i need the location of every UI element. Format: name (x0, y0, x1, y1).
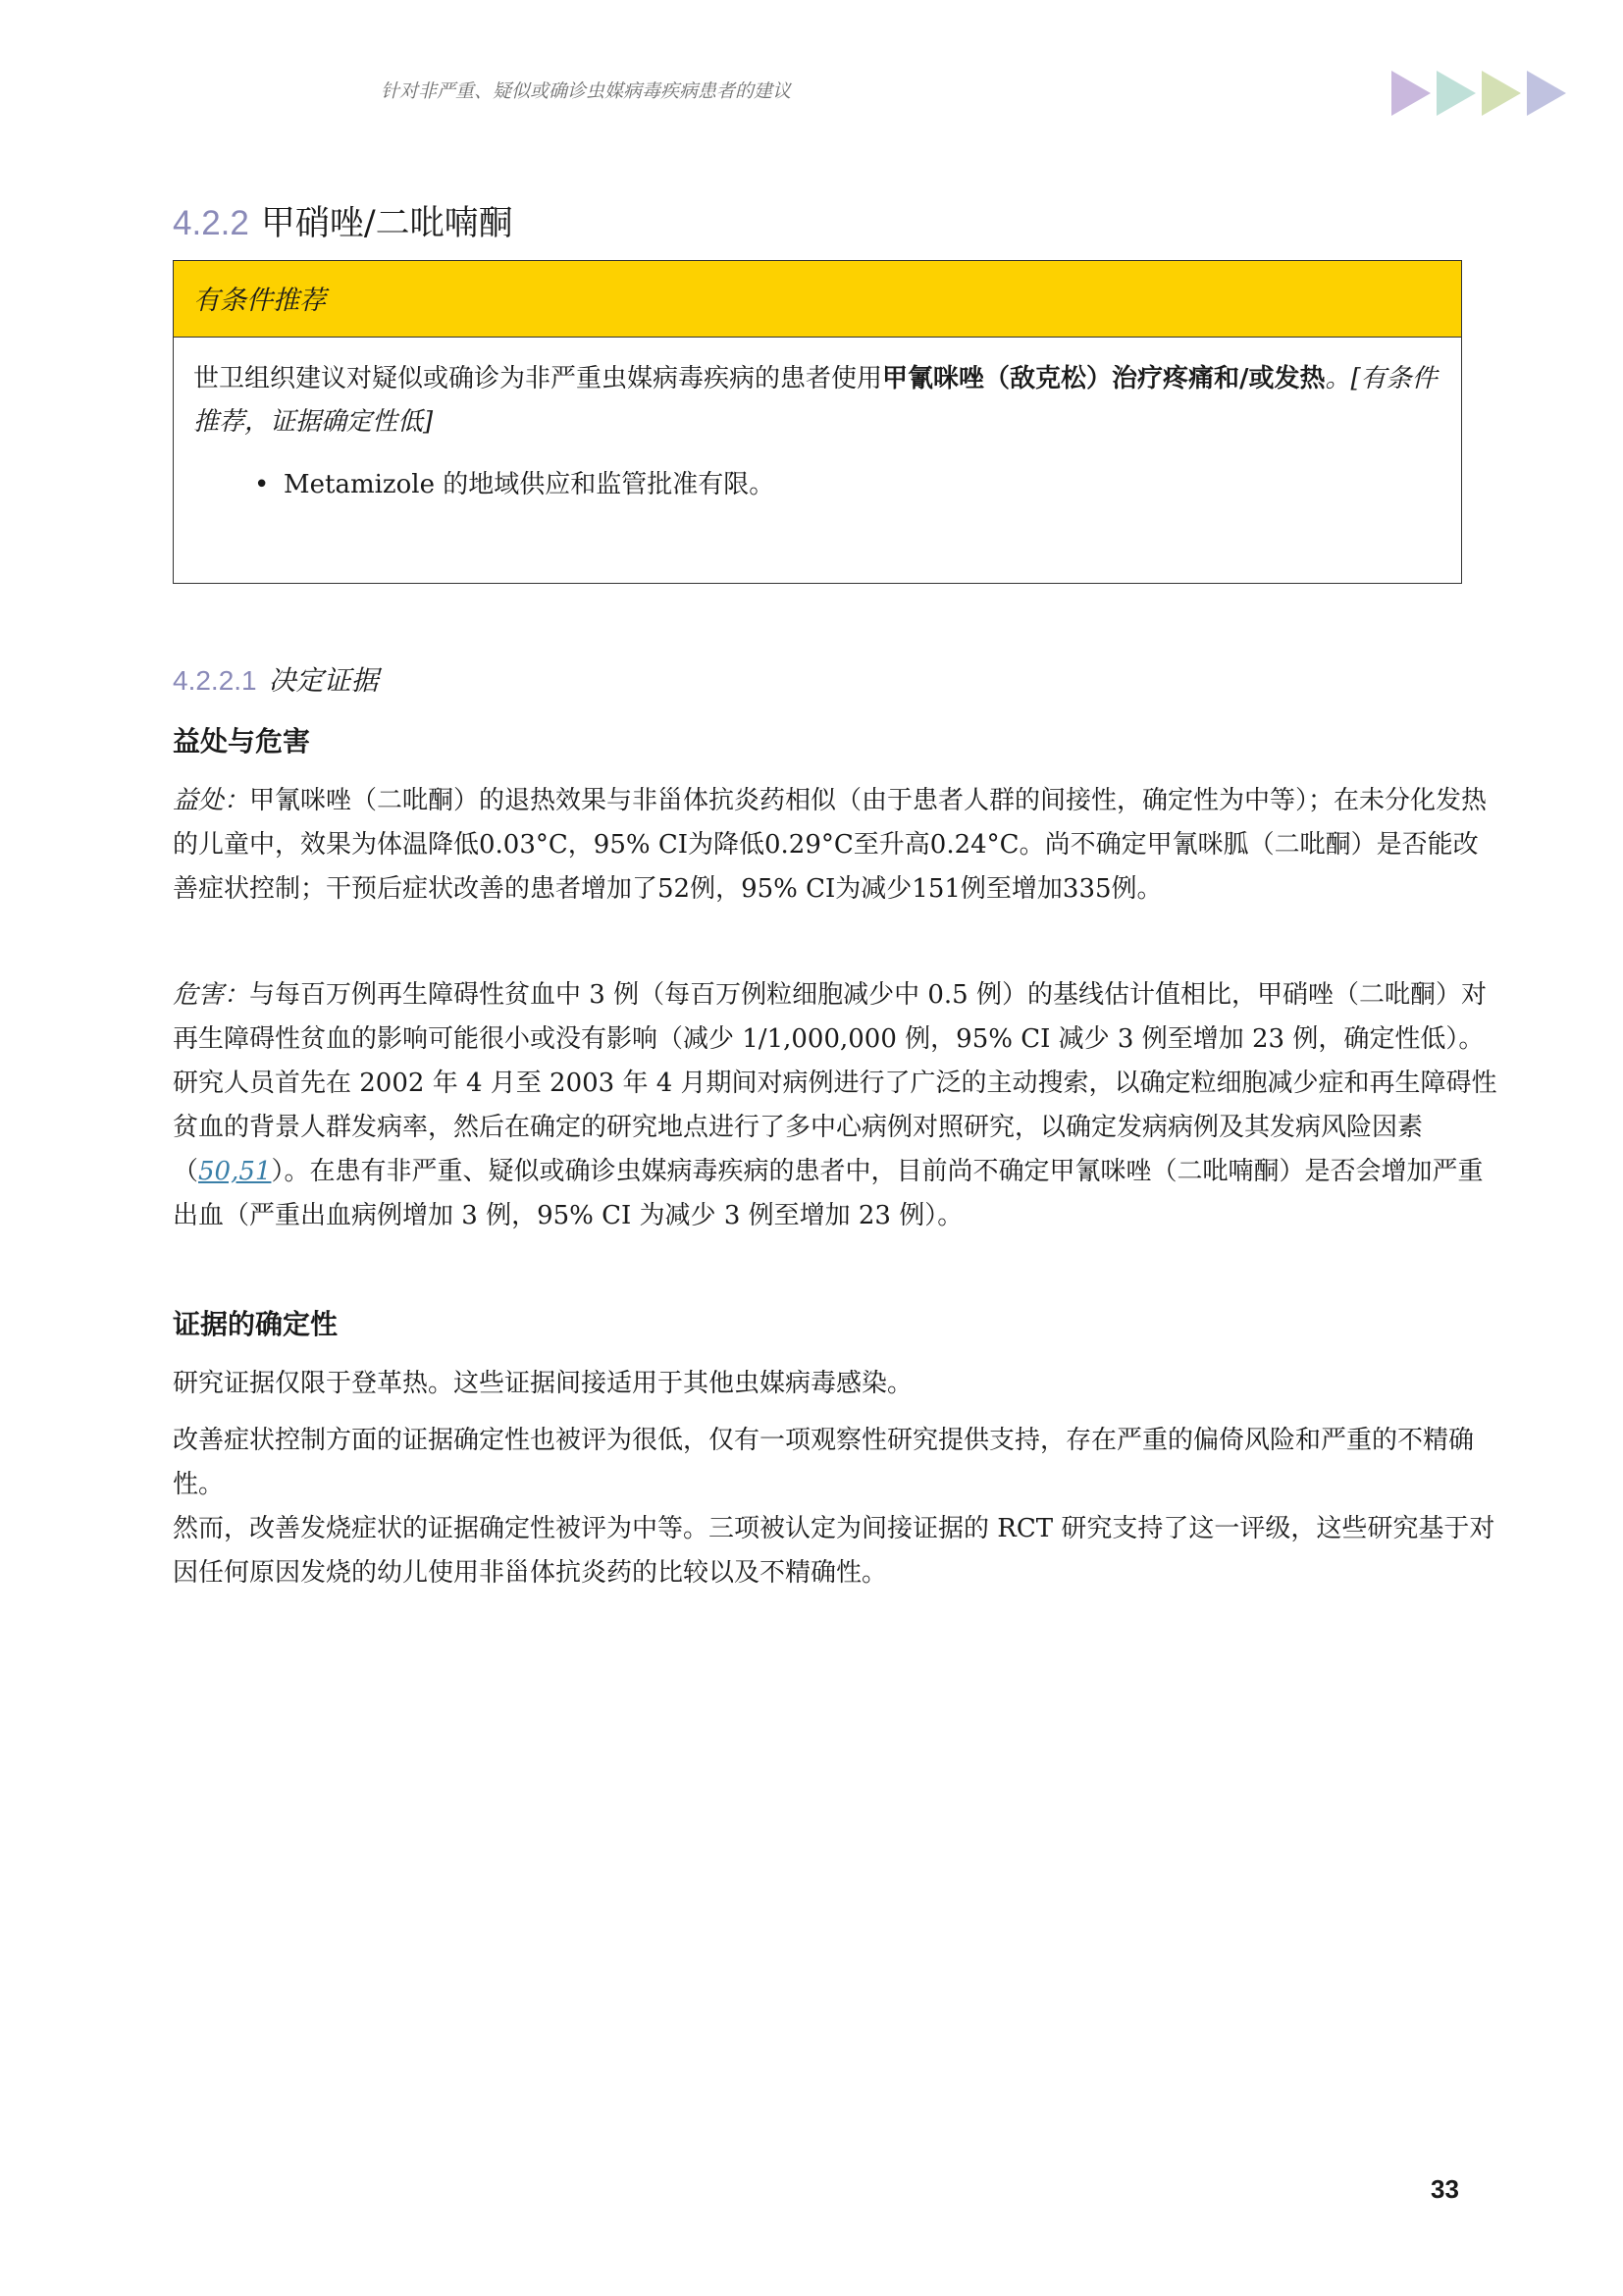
certainty-paragraph-3: 然而，改善发烧症状的证据确定性被评为中等。三项被认定为间接证据的 RCT 研究支持了这一评级，这些研究基于对因任何原因发烧的幼儿使用非甾体抗炎药的比较以及不精确性。 (173, 1514, 1495, 1588)
harm-text-2: ）。在患有非严重、疑似或确诊虫媒病毒疾病的患者中，目前尚不确定甲氰咪唑（二吡喃酮）是否会增加严重出血（严重出血病例增加 3 例，95% CI 为减少 3 例至增加 23 例）。 (173, 1157, 1484, 1230)
citation-link[interactable]: 50,51 (198, 1157, 272, 1186)
harm-text-1: 与每百万例再生障碍性贫血中 3 例（每百万例粒细胞减少中 0.5 例）的基线估计值相比，甲硝唑（二吡酮）对再生障碍性贫血的影响可能很小或没有影响（减少 1/1,000,000 例，95% CI 减少 3 例至增加 23 例，确定性低）。研究人员首先在 2002 年 4 月至 2003 年 4 月期间对病例进行了广泛的主动搜索，以确定粒细胞减少症和再生障碍性贫血的背景人群发病率，然后在确定的研究地点进行了多中心病例对照研究，以确定发病病例及其发病风险因素（ (173, 980, 1497, 1186)
certainty-heading: 证据的确定性 (173, 1308, 339, 1340)
bullet-text: Metamizole 的地域供应和监管批准有限。 (284, 470, 775, 499)
arrow-1-icon (1391, 71, 1431, 116)
benefit-text: 甲氰咪唑（二吡酮）的退热效果与非甾体抗炎药相似（由于患者人群的间接性，确定性为中等）；在未分化发热的儿童中，效果为体温降低0.03°C，95% CI为降低0.29°C至升高0.24°C。尚不确定甲氰咪胍（二吡酮）是否能改善症状控制；干预后症状改善的患者增加了52例，95% CI为减少151例至增加335例。 (173, 786, 1488, 904)
section-title (173, 196, 513, 245)
subsection-title-text: 决定证据 (268, 664, 379, 697)
benefits-harms-heading: 益处与危害 (173, 725, 311, 757)
recommendation-drug: 甲氰咪唑（敌克松）治疗疼痛和/或发热 (882, 364, 1326, 393)
benefit-label: 益处： (173, 786, 250, 815)
certainty-paragraph-1: 研究证据仅限于登革热。这些证据间接适用于其他虫媒病毒感染。 (173, 1369, 914, 1398)
recommendation-box (173, 260, 1462, 584)
section-number: 4.2.2 (173, 204, 249, 242)
arrow-2-icon (1437, 71, 1476, 116)
header-arrows-icon (1391, 67, 1578, 120)
benefit-paragraph (173, 779, 1497, 912)
harm-label: 危害： (173, 980, 250, 1010)
arrow-3-icon (1482, 71, 1521, 116)
recommendation-heading: 有条件推荐 (174, 261, 1461, 338)
recommendation-strength: 。[有条件推荐，证据确定性低] (193, 364, 1438, 437)
section-title-text: 甲硝唑/二吡喃酮 (260, 204, 513, 243)
certainty-paragraph-2: 改善症状控制方面的证据确定性也被评为很低，仅有一项观察性研究提供支持，存在严重的偏倚风险和严重的不精确性。 (173, 1426, 1475, 1499)
subsection-number: 4.2.2.1 (173, 665, 257, 696)
recommendation-bullet (193, 463, 1441, 506)
running-header: 针对非严重、疑似或确诊虫媒病毒疾病患者的建议 (381, 80, 792, 102)
page-number: 33 (1431, 2174, 1459, 2204)
recommendation-text (193, 357, 1441, 444)
arrow-4-icon (1527, 71, 1566, 116)
recommendation-intro: 世卫组织建议对疑似或确诊为非严重虫媒病毒疾病的患者使用 (193, 364, 883, 393)
subsection-title (173, 659, 379, 699)
bullet-icon: • (254, 470, 270, 499)
harm-paragraph (173, 973, 1497, 1238)
recommendation-body (174, 338, 1461, 506)
